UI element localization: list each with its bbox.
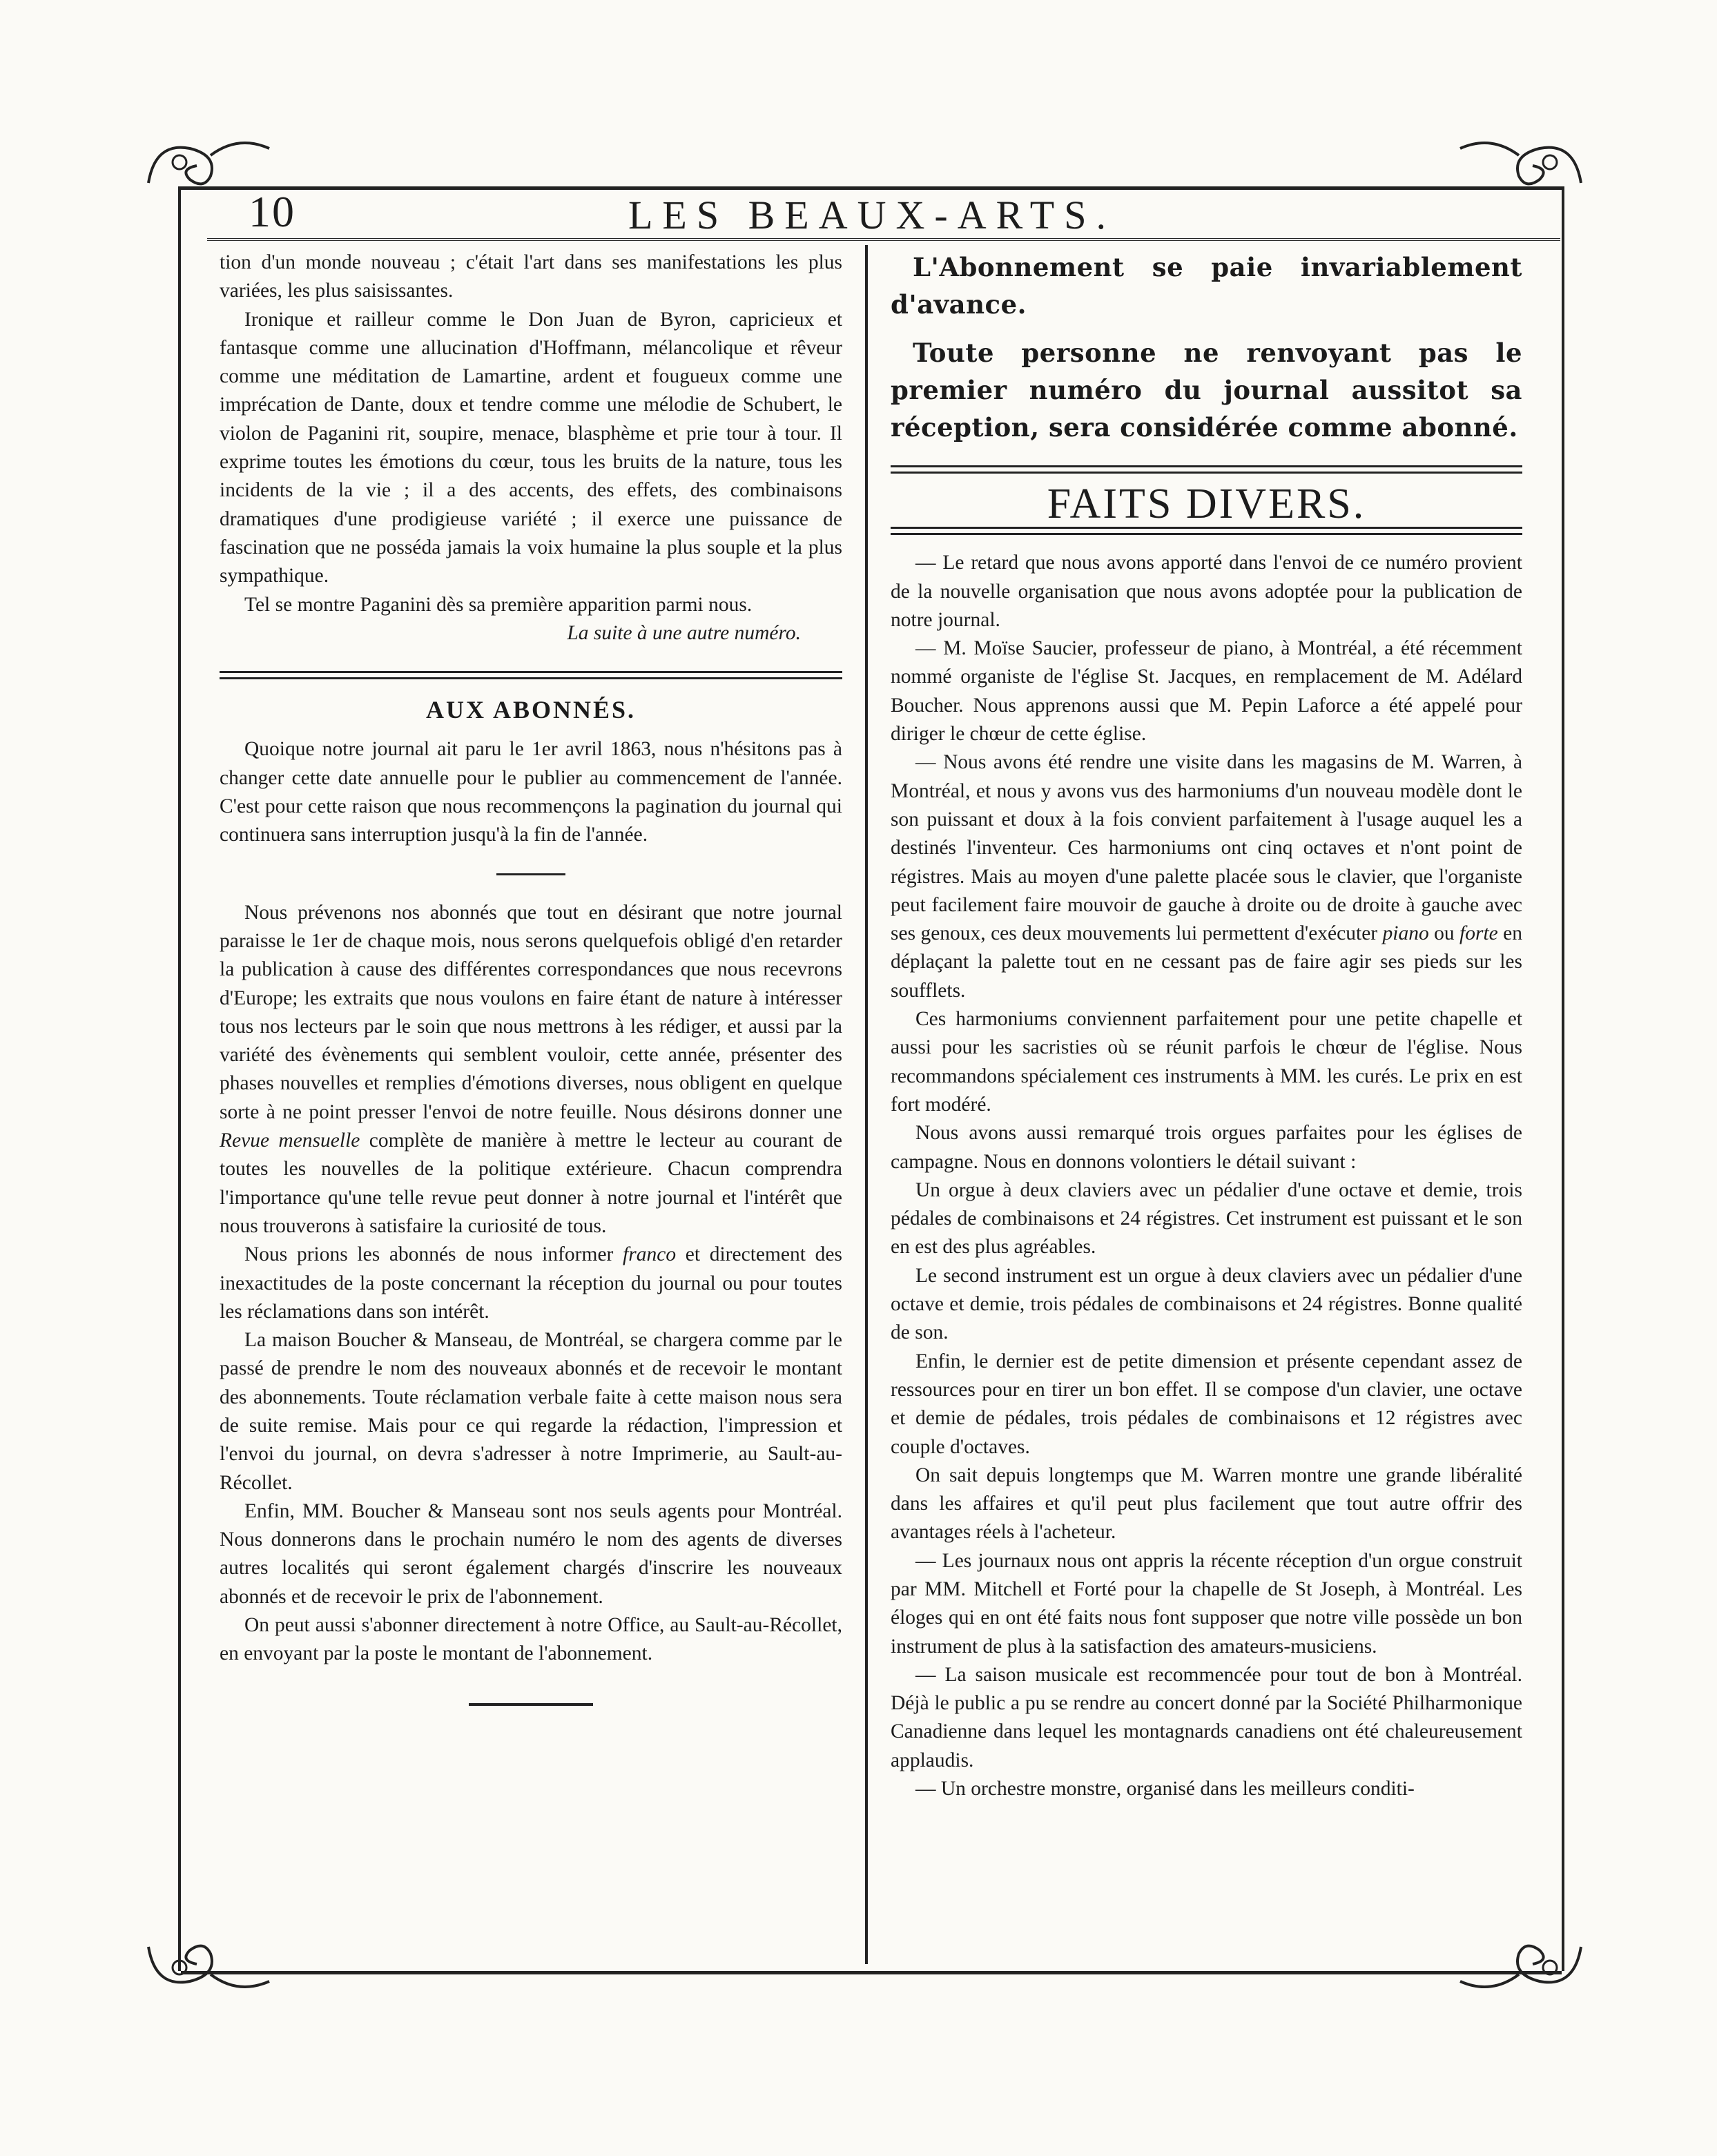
short-rule <box>496 873 565 875</box>
section-title-abonnes: AUX ABONNÉS. <box>425 696 637 724</box>
page-border-left <box>178 186 181 1971</box>
paragraph: Quoique notre journal ait paru le 1er avril 1863, nous n'hésitons pas à changer cette date annuelle pour le publier au commencement de l'année. C'est pour cette raison que nous recommençons la pagination du journal qui continuera sans interruption jusqu'à la fin de l'année. <box>220 738 842 846</box>
text-run: Nous prions les abonnés de nous informer <box>244 1243 614 1266</box>
paragraph: — M. Moïse Saucier, professeur de piano, à Montréal, a été récemment nommé organiste de l'église St. Jacques, en remplacement de M. Adélard Boucher. Nous apprenons aussi que M. Pepin Laforce a été appelé pour diriger le chœur de cette église. <box>891 637 1522 746</box>
paragraph: Le second instrument est un orgue à deux claviers avec un pédalier d'une octave et demie, trois pédales de combinaisons et 24 régistres. Bonne qualité de son. <box>891 1264 1522 1344</box>
text-run: en déplaçant la palette tout en ne cessant pas de faire agir ses pieds sur les soufflets. <box>891 922 1523 1002</box>
page-number: 10 <box>249 187 295 236</box>
text-run: ou <box>1434 922 1455 945</box>
paragraph: Ces harmoniums conviennent parfaitement pour une petite chapelle et aussi pour les sacristies où se réunit parfois le chœur de l'église. Nous recommandons spécialement ces instruments à MM. les curés. Le prix en est fort modéré. <box>891 1008 1522 1116</box>
section-rule <box>220 671 842 679</box>
right-column <box>891 249 1522 1803</box>
paragraph: Un orgue à deux claviers avec un pédalier d'une octave et demie, trois pédales de combinaisons et 24 régistres. Cet instrument est puissant et le son en est des plus agréables. <box>891 1178 1522 1259</box>
text-run: complète de manière à mettre le lecteur au courant de toutes les nouvelles de la politique extérieure. Chacun comprendra l'importance qu'une telle revue peut donner à notre journal et l'intérêt que nous trouverons à satisfaire la curiosité de tous. <box>220 1129 842 1237</box>
italic-run: franco <box>623 1243 677 1266</box>
paragraph: On sait depuis longtemps que M. Warren montre une grande libéralité dans les affaires et qu'il peut plus facilement que tout autre offrir des avantages réels à l'acheteur. <box>891 1464 1522 1544</box>
italic-run: Revue mensuelle <box>220 1129 360 1152</box>
text-run: Nous prévenons nos abonnés que tout en désirant que notre journal paraisse le 1er de chaque mois, nous serons quelquefois obligé d'en retarder la publication à cause des différentes correspondances que nous recevrons d'Europe; les extraits que nous voulons en faire étant de nature à intéresser tous nos lecteurs par le soin que nous mettrons à les rédiger, et aussi par la variété des évènements qui semblent vouloir, cette année, présenter des phases nouvelles et remplies d'émotions diverses, nous obligent en quelque sorte à ne point presser l'envoi de notre feuille. Nous désirons donner une <box>220 901 842 1123</box>
paragraph: La maison Boucher & Manseau, de Montréal, se chargera comme par le passé de prendre le nom des nouveaux abonnés et de recevoir le montant des abonnements. Toute réclamation verbale faite à cette maison nous sera de suite remise. Mais pour ce qui regarde la rédaction, l'impression et l'envoi du journal, on devra s'adresser à notre Imprimerie, au Sault-au-Récollet. <box>220 1329 842 1494</box>
end-rule <box>469 1703 593 1706</box>
left-column <box>220 249 842 1706</box>
paragraph: Nous avons aussi remarqué trois orgues parfaites pour les églises de campagne. Nous en donnons volontiers le détail suivant : <box>891 1122 1522 1173</box>
paragraph: Enfin, MM. Boucher & Manseau sont nos seuls agents pour Montréal. Nous donnerons dans le prochain numéro le nom des agents de diverses autres localités qui seront également chargés d'inscrire les nouveaux abonnés et de recevoir le prix de l'abonnement. <box>220 1499 842 1608</box>
masthead-title: LES BEAUX-ARTS. <box>628 193 1116 237</box>
ornament-top-left-icon <box>142 128 273 190</box>
text-run: et directement des inexactitudes de la poste concernant la réception du journal ou pour toutes les réclamations dans son intérêt. <box>220 1243 842 1323</box>
section-rule <box>891 527 1522 535</box>
paragraph: — Le retard que nous avons apporté dans l'envoi de ce numéro provient de la nouvelle organisation que nous avons adoptée pour la publication de notre journal. <box>891 552 1522 631</box>
paragraph: Enfin, le dernier est de petite dimension et présente cependant assez de ressources pour en tirer un bon effet. Il se compose d'un clavier, une octave et demie de pédales, trois pédales de combinaisons et 12 régistres avec couple d'octaves. <box>891 1350 1522 1458</box>
paragraph: tion d'un monde nouveau ; c'était l'art dans ses manifestations les plus variées, les plus saisissantes. <box>220 251 842 302</box>
paragraph: — Les journaux nous ont appris la récente réception d'un orgue construit par MM. Mitchell et Forté pour la chapelle de St Joseph, à Montréal. Les éloges qui en ont été faits nous font supposer que notre ville possède un bon instrument de plus à la satisfaction des amateurs-musiciens. <box>891 1549 1522 1658</box>
paragraph: On peut aussi s'abonner directement à notre Office, au Sault-au-Récollet, en envoyant par la poste le montant de l'abonnement. <box>220 1614 842 1665</box>
italic-run: piano <box>1382 922 1429 945</box>
header-rule <box>207 238 1560 241</box>
notice-considered-subscriber: Toute personne ne renvoyant pas le premier numéro du journal aussitot sa réception, sera considérée comme abonné. <box>891 338 1522 443</box>
paragraph: — Un orchestre monstre, organisé dans les meilleurs conditi- <box>915 1778 1415 1800</box>
paragraph: Ironique et railleur comme le Don Juan de Byron, capricieux et fantasque comme une allucination d'Hoffmann, mélancolique et rêveur comme une méditation de Lamartine, ardent et fougueux comme une imprécation de Dante, doux et tendre comme une mélodie de Schubert, le violon de Paganini rit, soupire, menace, blasphème et prie tour à tour. Il exprime toutes les émotions du cœur, tous les bruits de la nature, tous les incidents de la vie ; il a des accents, des effets, des combinaisons dramatiques d'une prodigieuse variété ; il exerce une puissance de fascination que ne posséda jamais la voix humaine la plus souple et la plus sympathique. <box>220 308 842 587</box>
paragraph: Tel se montre Paganini dès sa première apparition parmi nous. <box>244 593 753 616</box>
text-run: — Nous avons été rendre une visite dans les magasins de M. Warren, à Montréal, et nous y avons vus des harmoniums d'un nouveau modèle dont le son puissant et doux à la fois convient parfaitement à l'usage auquel les a destinés l'inventeur. Ces harmoniums ont cinq octaves et n'ont point de régistres. Mais au moyen d'une palette placée sous le clavier, que l'organiste peut facilement faire mouvoir de gauche à droite ou de droite à gauche avec ses genoux, ces deux mouvements lui permettent d'exécuter <box>891 751 1522 945</box>
paragraph <box>891 748 1522 1005</box>
paragraph <box>220 899 842 1241</box>
paragraph: — La saison musicale est recommencée pour tout de bon à Montréal. Déjà le public a pu se rendre au concert donné par la Société Philharmonique Canadienne dans lequel les montagnards canadiens ont été chaleureusement applaudis. <box>891 1663 1522 1771</box>
notice-advance-payment: L'Abonnement se paie invariablement d'avance. <box>891 252 1522 320</box>
continued-note: La suite à une autre numéro. <box>567 621 801 644</box>
subscription-notice <box>891 249 1522 446</box>
ornament-top-right-icon <box>1457 128 1588 190</box>
section-rule <box>891 465 1522 474</box>
italic-run: forte <box>1459 922 1498 945</box>
ornament-bottom-left-icon <box>142 1940 273 2002</box>
column-divider <box>865 245 868 1964</box>
section-title-faits-divers: FAITS DIVERS. <box>1047 480 1366 527</box>
ornament-bottom-right-icon <box>1457 1940 1588 2002</box>
page-border-right <box>1562 186 1564 1971</box>
paragraph <box>220 1241 842 1326</box>
